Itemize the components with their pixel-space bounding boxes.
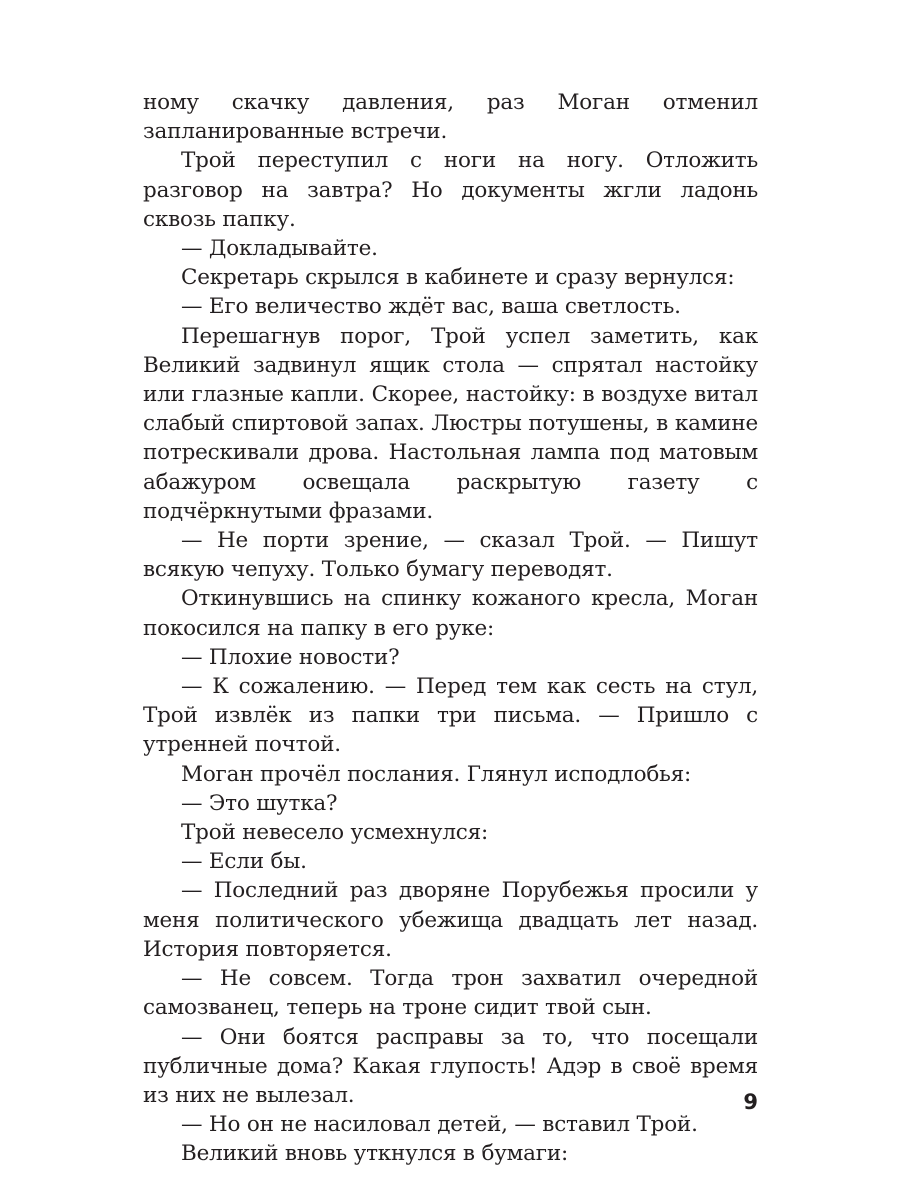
paragraph: — Не совсем. Тогда трон захватил очередной самозванец, теперь на троне сидит твой сын. — [143, 966, 758, 1021]
paragraph: Перешагнув порог, Трой успел заметить, как Великий задвинул ящик стола — спрятал настойку или глазные капли. Скорее, настойку: в воздухе витал слабый спиртовой запах. Люстры потушены, в камине потрескивали дрова. Настольная лампа под матовым абажуром освещала раскрытую газету с подчёркнутыми фразами. — [143, 323, 758, 524]
paragraph: — К сожалению. — Перед тем как сесть на стул, Трой извлёк из папки три письма. — Пришло с утренней почтой. — [143, 674, 758, 758]
paragraph: ному скачку давления, раз Моган отменил запланированные встречи. — [143, 90, 758, 145]
paragraph: — Это шутка? — [181, 790, 338, 816]
paragraph: — Не порти зрение, — сказал Трой. — Пишут всякую чепуху. Только бумагу переводят. — [143, 528, 758, 583]
paragraph: Моган прочёл послания. Глянул исподлобья: — [181, 761, 692, 787]
page-number: 9 — [743, 1090, 758, 1114]
paragraph: — Но он не насиловал детей, — вставил Трой. — [181, 1112, 698, 1138]
paragraph: Трой невесело усмехнулся: — [181, 820, 489, 846]
paragraph: — Плохие новости? — [181, 644, 400, 670]
paragraph: Великий вновь уткнулся в бумаги: — [181, 1141, 569, 1167]
page-text — [143, 88, 758, 1169]
paragraph: Трой переступил с ноги на ногу. Отложить разговор на завтра? Но документы жгли ладонь сквозь папку. — [143, 148, 758, 232]
paragraph: — Его величество ждёт вас, ваша светлость. — [181, 294, 681, 320]
paragraph: Секретарь скрылся в кабинете и сразу вернулся: — [181, 265, 735, 291]
paragraph: — Если бы. — [181, 849, 307, 875]
paragraph: — Последний раз дворяне Порубежья просили у меня политического убежища двадцать лет назад. История повторяется. — [143, 878, 758, 962]
paragraph: Откинувшись на спинку кожаного кресла, Моган покосился на папку в его руке: — [143, 586, 758, 641]
paragraph: — Докладывайте. — [181, 236, 378, 262]
paragraph: — Они боятся расправы за то, что посещали публичные дома? Какая глупость! Адэр в своё время из них не вылезал. — [143, 1024, 758, 1108]
